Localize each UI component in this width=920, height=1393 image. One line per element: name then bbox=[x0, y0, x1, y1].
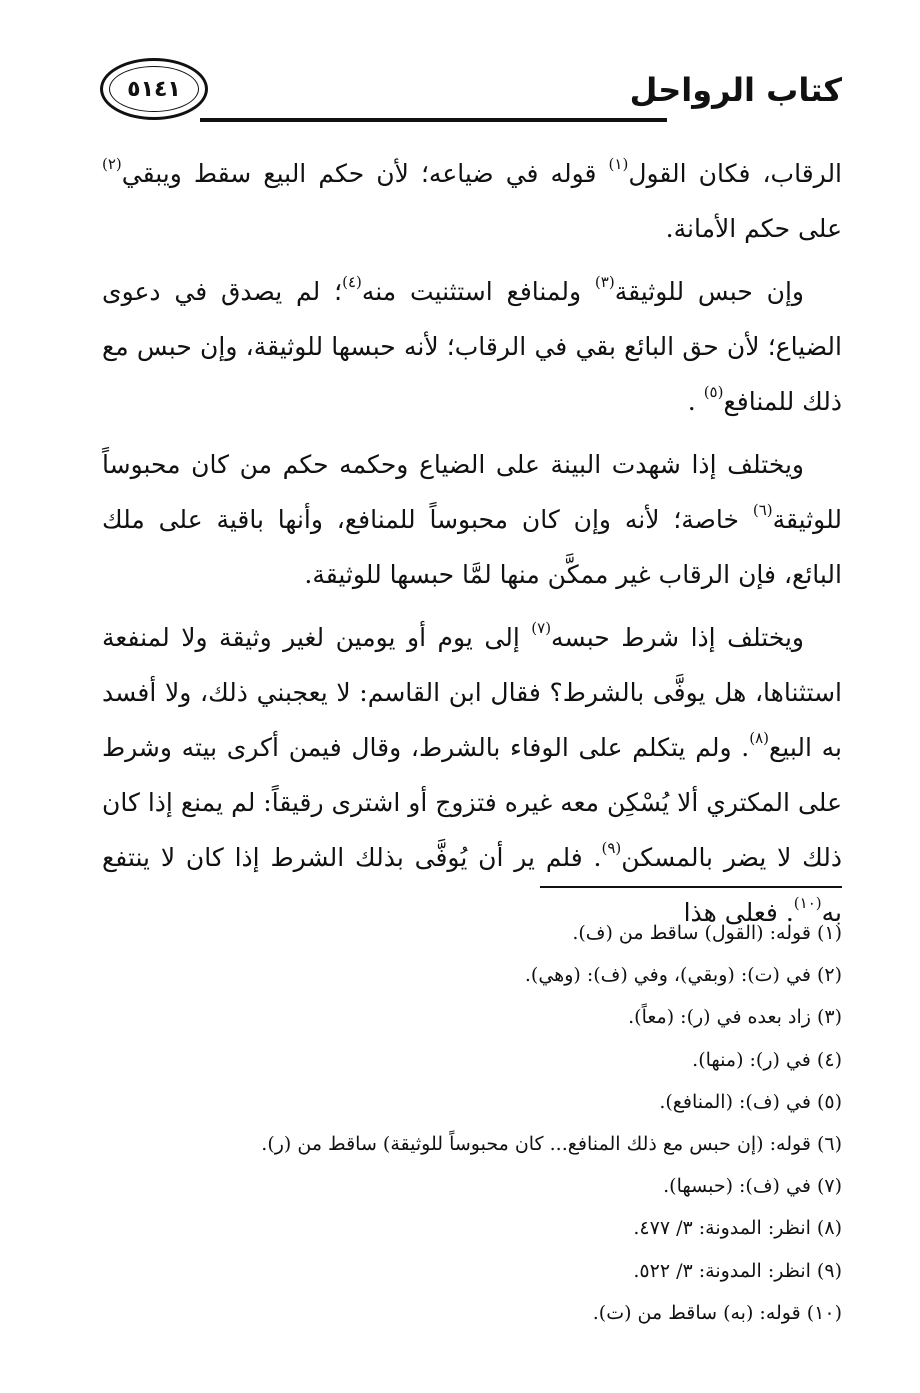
footnote-separator bbox=[540, 886, 842, 888]
page-number: ٥١٤١ bbox=[127, 76, 181, 102]
footnote-ref: (١) bbox=[608, 155, 629, 173]
header-rule bbox=[200, 118, 667, 122]
footnote-7: (٧) في (ف): (حبسها). bbox=[663, 1175, 842, 1198]
footnotes bbox=[102, 912, 842, 1334]
footnote-ref: (١٠) bbox=[793, 894, 822, 912]
text-run: على حكم الأمانة. bbox=[665, 214, 842, 243]
paragraph-2 bbox=[102, 264, 842, 429]
text-run: الرقاب، فكان القول bbox=[628, 159, 843, 188]
text-run: . فعلى هذا bbox=[683, 898, 794, 927]
footnote-4: (٤) في (ر): (منها). bbox=[692, 1048, 842, 1071]
text-run: ويختلف إذا شهدت البينة على الضياع وحكمه حكم من كان محبوساً للوثيقة bbox=[102, 450, 842, 534]
footnote-ref: (٨) bbox=[749, 729, 769, 747]
footnote-ref: (٧) bbox=[531, 619, 552, 637]
footnote-10: (١٠) قوله: (به) ساقط من (ت). bbox=[592, 1301, 842, 1324]
text-run: . bbox=[687, 387, 704, 416]
footnote-ref: (٥) bbox=[703, 383, 724, 401]
text-run: . ولم يتكلم على الوفاء بالشرط، وقال فيمن أكرى بيته وشرط على المكتري ألا يُسْكِن معه غيره فتزوج أو اشترى رقيقاً: لم يمنع إذا كان ذلك لا يضر بالمسكن bbox=[102, 733, 842, 872]
text-run: . فلم ير أن يُوفَّى بذلك الشرط إذا كان لا ينتفع به bbox=[102, 843, 842, 927]
footnote-9: (٩) انظر: المدونة: ٣/ ٥٢٢. bbox=[633, 1259, 842, 1282]
footnote-ref: (٦) bbox=[752, 501, 773, 519]
text-run: وإن حبس للوثيقة bbox=[614, 277, 805, 306]
footnote-ref: (٩) bbox=[601, 839, 622, 857]
footnote-1: (١) قوله: (القول) ساقط من (ف). bbox=[572, 922, 842, 944]
footnote-8: (٨) انظر: المدونة: ٣/ ٤٧٧. bbox=[633, 1217, 842, 1240]
page-number-badge bbox=[100, 58, 208, 120]
page-header bbox=[100, 58, 842, 130]
book-title: كتاب الرواحل bbox=[629, 71, 842, 109]
footnote-ref: (٢) bbox=[102, 155, 122, 173]
text-run: ولمنافع استثنيت منه bbox=[361, 277, 595, 306]
paragraph-4 bbox=[102, 610, 842, 940]
footnote-5: (٥) في (ف): (المنافع). bbox=[659, 1090, 842, 1113]
main-text bbox=[102, 146, 842, 948]
text-run: خاصة؛ لأنه وإن كان محبوساً للمنافع، وأنها باقية على ملك البائع، فإن الرقاب غير ممكَّن منها لمَّا حبسها للوثيقة. bbox=[102, 505, 842, 589]
text-run: إلى يوم أو يومين لغير وثيقة ولا لمنفعة استثناها، هل يوفَّى بالشرط؟ فقال ابن القاسم: لا يعجبني ذلك، ولا أفسد به البيع bbox=[102, 623, 843, 762]
paragraph-3 bbox=[102, 437, 842, 602]
text-run: قوله في ضياعه؛ لأن حكم البيع سقط ويبقي bbox=[121, 159, 609, 188]
footnote-2: (٢) في (ت): (وبقي)، وفي (ف): (وهي). bbox=[524, 964, 842, 987]
footnote-ref: (٤) bbox=[342, 273, 362, 291]
paragraph-1 bbox=[102, 146, 842, 256]
footnote-3: (٣) زاد بعده في (ر): (معاً). bbox=[628, 1006, 842, 1029]
footnote-6: (٦) قوله: (إن حبس مع ذلك المنافع... كان محبوساً للوثيقة) ساقط من (ر). bbox=[261, 1133, 842, 1156]
text-run: ؛ لم يصدق في دعوى الضياع؛ لأن حق البائع بقي في الرقاب؛ لأنه حبسها للوثيقة، وإن حبس مع ذلك للمنافع bbox=[102, 277, 842, 416]
footnote-ref: (٣) bbox=[594, 273, 615, 291]
text-run: ويختلف إذا شرط حبسه bbox=[551, 623, 804, 652]
